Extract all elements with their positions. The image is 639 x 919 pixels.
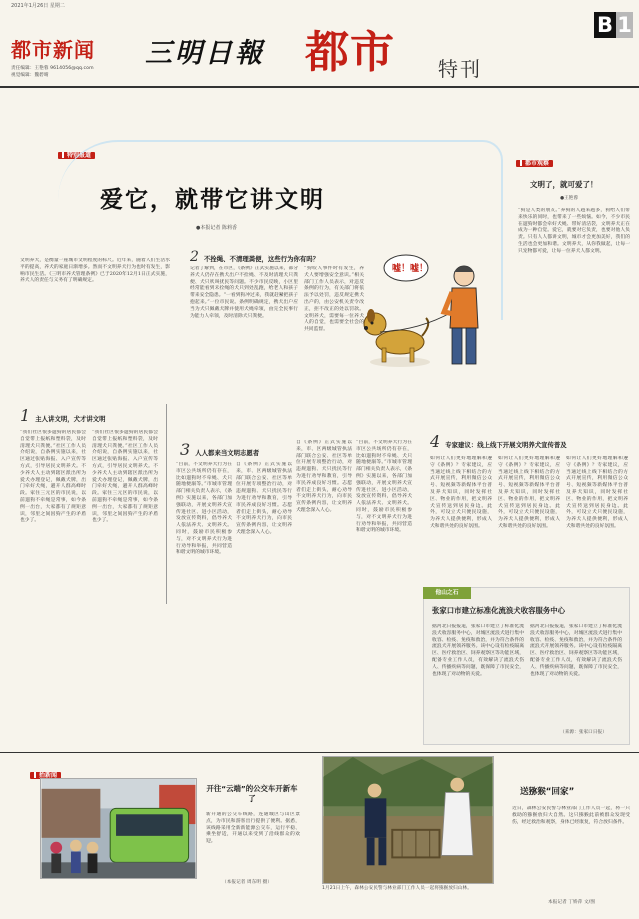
feature-tag-label: 特别报道 [58, 152, 95, 159]
section1-number: 1 [20, 406, 31, 425]
photo-story-byline: 本报记者 丁娇萍 文/图 [548, 900, 596, 905]
section3-number: 3 [180, 440, 191, 459]
section4-body: 如何让人们更好地理解和遵守《条例》？专家建议，应当通过线上线下相结合的方式开展宣传，利用微信公众号、短视频等新媒体平台普及养犬知识，同时发挥社区、物业的作用，把文明养犬宣传送到居民身边。此外，可设立犬只便民设施，为养犬人提供便利，形成人犬和谐共处的良好氛围。 [430, 456, 492, 529]
page-number-badge [594, 12, 633, 38]
news-box-source: （来源：张家口日报） [560, 730, 607, 735]
bus-story-tag-label: 抬新闻 [30, 772, 61, 779]
section1-body-cont: “我们社区很多遛狗的居民都会自觉带上报纸和塑料袋，及时清理犬只粪便。”社区工作人员介绍说，自条例实施以来，社区通过张贴海报、入户宣传等方式，引导居民文明养犬。不少养犬人主动到辖区派出所为爱犬办理登记，佩戴犬牌，出门牵好犬绳，避开人群高峰时段。家住三元区的市民说，以前遛狗不牵绳是常事，如今条例一出台，大家都有了规矩意识，邻里之间因狗产生的矛盾也少了。 [92, 430, 158, 524]
section3-heading [180, 440, 259, 459]
bus-story-title: 开往“云端”的公交车开新车了 [206, 784, 298, 803]
section2-title: 不拴绳、不清理粪便，这些行为你有吗？ [204, 255, 320, 263]
section2-heading: 2 不拴绳、不清理粪便，这些行为你有吗？ [190, 249, 320, 265]
supplement-name: 特刊 [438, 57, 482, 81]
section2-body: 记者了解到，在市区，《条例》正式实施以来，部分养犬人仍存在携犬出户不拴绳、不及时清理犬只粪便、犬只吠叫扰民等问题。不少市民反映，小区里经常能看到未拴绳的犬只到处乱跑，给老人和孩子带来安全隐患。“一看到狗冲过来，我就赶紧把孩子抱起来。”一位市民说。条例明确规定，携犬出户应当为犬只佩戴犬牌并使用犬绳牵领，由完全民事行为能力人牵领，及时清除犬只粪便。 [190, 266, 298, 319]
section3-body: “目前，不文明养犬行为在市区公共场所仍有存在，比如遛狗时不牵绳、犬只随地便溺等。”市城市管理部门相关负责人表示，《条例》实施以来，各部门加强联动，开展文明养犬宣传进社区、进小区活动，发放宣传资料，倡导养犬人依法养犬、文明养犬。同时，鼓励市民积极参与，对不文明养犬行为进行劝导和举报，共同营造和谐文明的城市环境。 [176, 462, 232, 556]
section3-body-col4: “目前，不文明养犬行为在市区公共场所仍有存在，比如遛狗时不牵绳、犬只随地便溺等。”市城市管理部门相关负责人表示，《条例》实施以来，各部门加强联动，开展文明养犬宣传进社区、进小区活动，发放宣传资料，倡导养犬人依法养犬、文明养犬。同时，鼓励市民积极参与，对不文明养犬行为进行劝导和举报，共同营造和谐文明的城市环境。 [356, 440, 412, 534]
bus-photo [40, 778, 197, 879]
column-divider [166, 404, 167, 604]
bus-story-body: 新开通的公交车线路，连通城区与山区景点，为市民和游客出行提供了便利。据悉，该线路采用全新新能源公交车，运行平稳、乘坐舒适，开通以来受到了沿线群众的欢迎。 [206, 812, 300, 845]
feature-headline: 爱它，就带它讲文明 [100, 186, 325, 213]
section3-title: 人人都来当文明志愿者 [195, 449, 260, 457]
monkey-photo-caption: 1月21日上午，森林公安民警与林业部门工作人员一起将猕猴放归山林。 [322, 886, 472, 891]
section3-body-col2: 自《条例》正式实施以来，市、区两级城管执法部门联合公安、社区等单位开展专项整治行动，对违规遛狗、犬只扰民等行为进行劝导和教育，引导市民养成良好习惯。志愿者们走上街头，耐心劝导不文明养犬行为，向市民宣传条例内容，让文明养犬理念深入人心。 [236, 462, 292, 535]
page-number: 1 [617, 13, 632, 37]
editor-line: 责任编辑：王艳蓉 9614056@qq.com [11, 66, 94, 71]
sidebar-tag [516, 150, 553, 169]
edition-name: 都市 [305, 27, 395, 78]
section1-heading [20, 406, 106, 425]
section4-title: 专家建议：线上线下开展文明养犬宣传普及 [445, 441, 567, 449]
dog-ear [367, 309, 375, 323]
section1-title: 主人讲文明，犬才讲文明 [35, 415, 106, 423]
feature-lead: 文明养犬，是衡量一座城市文明程度的标尺。近年来，随着人们生活水平的提高，养犬的家庭日渐增多。然而不文明养犬行为也时有发生，影响市民生活。《三明市养犬管理条例》已于2020年12月1日正式实施，养犬人的责任与义务有了明确规定。 [20, 258, 170, 284]
paper-name: 三明日報 [145, 38, 265, 69]
sidebar-title: 文明了，就可爱了！ [530, 180, 598, 189]
feature-byline: ●本报记者 陈莉香 [196, 225, 237, 231]
reviewer-line: 视觉编辑：魏碧晴 [11, 73, 49, 78]
section3-body-col3: 自《条例》正式实施以来，市、区两级城管执法部门联合公安、社区等单位开展专项整治行动，对违规遛狗、犬只扰民等行为进行劝导和教育，引导市民养成良好习惯。志愿者们走上街头，耐心劝导不文明养犬行为，向市民宣传条例内容，让文明养犬理念深入人心。 [296, 440, 352, 513]
masthead-rule [0, 86, 639, 88]
page-header [0, 0, 639, 14]
section-name: 都市新闻 [11, 38, 95, 62]
worker [441, 792, 473, 855]
ground-shadow [370, 357, 430, 367]
page-letter: B [594, 12, 616, 38]
officer [365, 798, 387, 837]
sidebar-tag-label: 都市观察 [516, 160, 553, 167]
sidebar-body: “狗是人类的朋友。”养狗的人越来越多，狗给人们带来快乐的同时，也带来了一些烦恼。如今，不少市民在遛狗时都会牵好犬绳、带好清洁袋，文明养犬正在成为一种自觉。爱它，就要对它负责，也要对他人负责。只有人人都讲文明，城市才会更加美好，我们的生活也会更加和谐。文明养犬，从你我做起，让每一只宠物都可爱，让每一位养犬人都文明。 [518, 208, 630, 254]
news-box-tag: 他山之石 [423, 587, 471, 599]
news-box-body: 据河北日报报道，张家口市建立了标准化流浪犬收容服务中心，对城区流浪犬进行集中收容、检疫、免疫和救治，并为符合条件的流浪犬开展领养服务。该中心设有检疫隔离区、医疗救治区、饲养观察区等功能区域，配备专业工作人员，有效解决了流浪犬伤人、传播疾病等问题，既保障了市民安全，也体现了对动物的关爱。 [432, 624, 524, 677]
news-box-body-cont: 据河北日报报道，张家口市建立了标准化流浪犬收容服务中心，对城区流浪犬进行集中收容、检疫、免疫和救治，并为符合条件的流浪犬开展领养服务。该中心设有检疫隔离区、医疗救治区、饲养观察区等功能区域，配备专业工作人员，有效解决了流浪犬伤人、传播疾病等问题，既保障了市民安全，也体现了对动物的关爱。 [530, 624, 622, 677]
man-shirt [450, 288, 478, 328]
section4-body-col2: 如何让人们更好地理解和遵守《条例》？专家建议，应当通过线上线下相结合的方式开展宣传，利用微信公众号、短视频等新媒体平台普及养犬知识，同时发挥社区、物业的作用，把文明养犬宣传送到居民身边。此外，可设立犬只便民设施，为养犬人提供便利，形成人犬和谐共处的良好氛围。 [498, 456, 560, 529]
section1-body: “我们社区很多遛狗的居民都会自觉带上报纸和塑料袋，及时清理犬只粪便。”社区工作人员介绍说，自条例实施以来，社区通过张贴海报、入户宣传等方式，引导居民文明养犬。不少养犬人主动到辖区派出所为爱犬办理登记，佩戴犬牌，出门牵好犬绳，避开人群高峰时段。家住三元区的市民说，以前遛狗不牵绳是常事，如今条例一出台，大家都有了规矩意识，邻里之间因狗产生的矛盾也少了。 [20, 430, 86, 524]
section2-body-b: “狗咬人事件时有发生，养犬人要增强安全意识。”相关部门工作人员表示，对违反条例的行为，有关部门将依法予以处罚，违反规定携犬出户的，由公安机关责令改正，拒不改正的处以罚款。文明养犬，需要每一位养犬人的自觉，也需要全社会的共同监督。 [304, 266, 364, 333]
date-line: 2021年1月26日 星期二 [11, 3, 65, 9]
bus-story-byline: （本报记者 周东明 摄） [222, 880, 273, 885]
dog-walker-illustration [360, 250, 490, 376]
photo-story-body: 近日，森林公安民警与林业部门工作人员一起，将一只救助的猕猴放归大自然。这只猕猴此前被群众发现受伤，经过救治和观察，身体已经康复，符合放归条件。 [512, 806, 630, 825]
bottom-rule [0, 752, 639, 753]
photo-story-title: 送猕猴“回家” [520, 787, 575, 797]
news-box-title: 张家口市建立标准化流浪犬收容服务中心 [432, 606, 566, 615]
monkey-release-photo [322, 756, 494, 884]
sidebar-author: ●王艳蓉 [560, 196, 579, 201]
section4-number: 4 [430, 432, 441, 451]
speech-text: 嘘！嘘！ [392, 264, 429, 274]
section4-body-col3: 如何让人们更好地理解和遵守《条例》？专家建议，应当通过线上线下相结合的方式开展宣传，利用微信公众号、短视频等新媒体平台普及养犬知识，同时发挥社区、物业的作用，把文明养犬宣传送到居民身边。此外，可设立犬只便民设施，为养犬人提供便利，形成人犬和谐共处的良好氛围。 [566, 456, 628, 529]
